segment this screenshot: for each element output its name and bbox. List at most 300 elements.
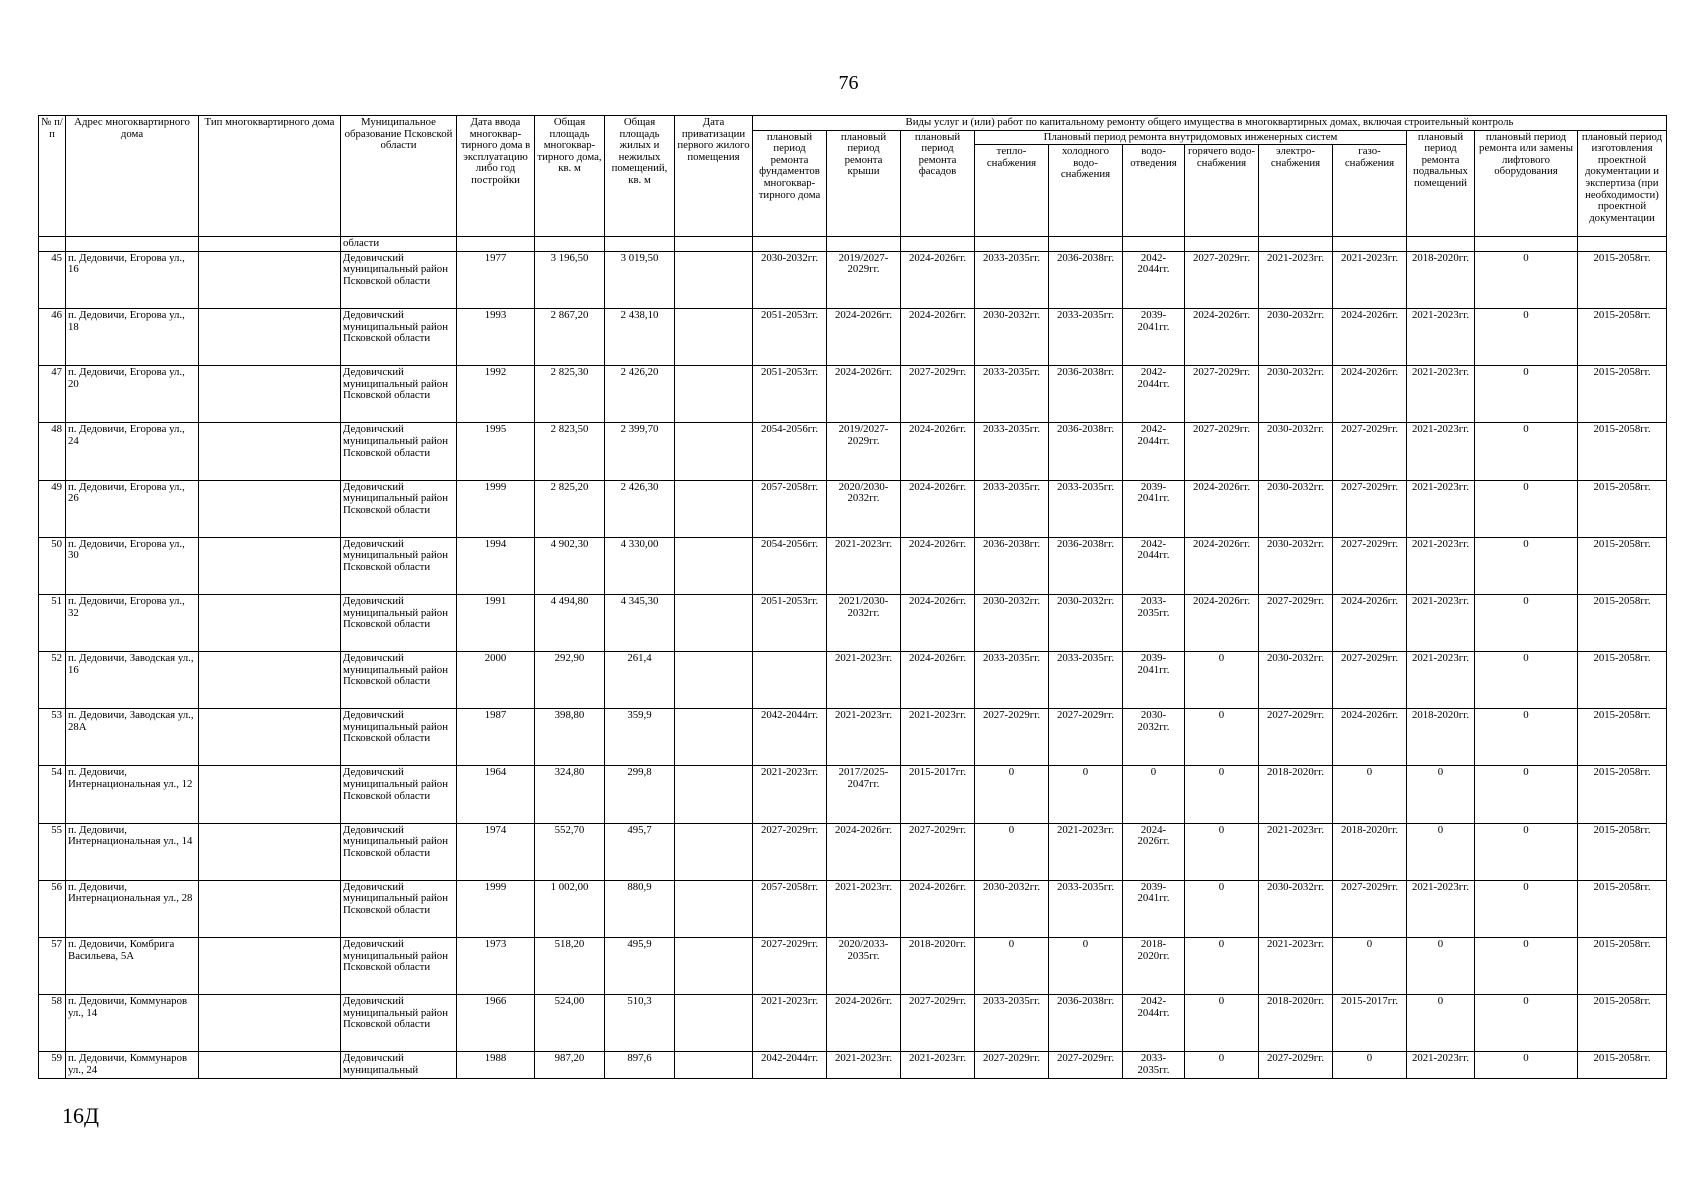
design-cell: 2015-2058гг. [1578, 652, 1667, 709]
total-area-cell: 3 196,50 [535, 251, 605, 308]
page-code: 16Д [62, 1103, 100, 1128]
year-cell: 1966 [457, 995, 535, 1052]
electricity-cell: 2030-2032гг. [1259, 652, 1333, 709]
year-cell: 1999 [457, 880, 535, 937]
table-row [39, 251, 1667, 308]
cold-water-cell: 2033-2035гг. [1049, 652, 1123, 709]
type-cell [199, 308, 341, 365]
facade-cell: 2027-2029гг. [901, 366, 975, 423]
roof-cell: 2019/2027-2029гг. [827, 423, 901, 480]
foundation-cell: 2042-2044гг. [753, 1052, 827, 1078]
privatization-cell [675, 880, 753, 937]
year-cell: 1973 [457, 938, 535, 995]
cold-water-cell: 2027-2029гг. [1049, 709, 1123, 766]
table-row [39, 423, 1667, 480]
foundation-cell: 2057-2058гг. [753, 880, 827, 937]
type-cell [199, 1052, 341, 1078]
year-cell: 1999 [457, 480, 535, 537]
roof-cell: 2020/2033-2035гг. [827, 938, 901, 995]
type-cell [199, 652, 341, 709]
basement-cell: 2021-2023гг. [1407, 594, 1475, 651]
table-row [39, 938, 1667, 995]
elevator-cell: 0 [1475, 766, 1578, 823]
electricity-cell: 2030-2032гг. [1259, 423, 1333, 480]
living-area-cell: 495,9 [605, 938, 675, 995]
design-cell: 2015-2058гг. [1578, 995, 1667, 1052]
year-cell: 1988 [457, 1052, 535, 1078]
total-area-cell: 4 902,30 [535, 537, 605, 594]
row-number: 51 [39, 594, 66, 651]
basement-cell: 2021-2023гг. [1407, 1052, 1475, 1078]
gas-cell: 2024-2026гг. [1333, 594, 1407, 651]
cold-water-cell: 2036-2038гг. [1049, 537, 1123, 594]
elevator-cell: 0 [1475, 480, 1578, 537]
table-row [39, 537, 1667, 594]
sewer-cell: 2024-2026гг. [1123, 823, 1185, 880]
type-cell [199, 366, 341, 423]
facade-cell: 2024-2026гг. [901, 423, 975, 480]
sewer-cell: 2039-2041гг. [1123, 480, 1185, 537]
heat-cell: 2033-2035гг. [975, 251, 1049, 308]
electricity-cell: 2030-2032гг. [1259, 308, 1333, 365]
cold-water-cell: 2036-2038гг. [1049, 366, 1123, 423]
electricity-cell: 2018-2020гг. [1259, 766, 1333, 823]
sewer-cell: 2039-2041гг. [1123, 652, 1185, 709]
row-number: 49 [39, 480, 66, 537]
sewer-cell: 2039-2041гг. [1123, 880, 1185, 937]
header-basement: плановый период ремонта подвальных помещений [1407, 130, 1475, 237]
gas-cell: 2027-2029гг. [1333, 537, 1407, 594]
year-cell: 1964 [457, 766, 535, 823]
capital-repair-table [38, 115, 1667, 1079]
municipality-cell: Дедовичский муниципальный [341, 1052, 457, 1078]
sewer-cell: 2042-2044гг. [1123, 251, 1185, 308]
header-services: Виды услуг и (или) работ по капитальному ремонту общего имущества в многоквартирных домах, включая строительный контроль [753, 116, 1667, 131]
facade-cell: 2015-2017гг. [901, 766, 975, 823]
total-area-cell: 524,00 [535, 995, 605, 1052]
foundation-cell: 2021-2023гг. [753, 995, 827, 1052]
total-area-cell: 398,80 [535, 709, 605, 766]
elevator-cell: 0 [1475, 709, 1578, 766]
gas-cell: 2018-2020гг. [1333, 823, 1407, 880]
roof-cell: 2024-2026гг. [827, 308, 901, 365]
hot-water-cell: 2027-2029гг. [1185, 423, 1259, 480]
gas-cell: 2024-2026гг. [1333, 709, 1407, 766]
address-cell: п. Дедовичи, Заводская ул., 28А [66, 709, 199, 766]
basement-cell: 2021-2023гг. [1407, 423, 1475, 480]
cold-water-cell: 2036-2038гг. [1049, 423, 1123, 480]
heat-cell: 2033-2035гг. [975, 995, 1049, 1052]
privatization-cell [675, 1052, 753, 1078]
foundation-cell: 2054-2056гг. [753, 537, 827, 594]
gas-cell: 2027-2029гг. [1333, 880, 1407, 937]
living-area-cell: 3 019,50 [605, 251, 675, 308]
heat-cell: 2033-2035гг. [975, 480, 1049, 537]
sewer-cell: 0 [1123, 766, 1185, 823]
living-area-cell: 4 345,30 [605, 594, 675, 651]
elevator-cell: 0 [1475, 880, 1578, 937]
type-cell [199, 995, 341, 1052]
roof-cell: 2021-2023гг. [827, 652, 901, 709]
header-no: № п/п [39, 116, 66, 237]
address-cell: п. Дедовичи, Егорова ул., 20 [66, 366, 199, 423]
foundation-cell: 2057-2058гг. [753, 480, 827, 537]
hot-water-cell: 2027-2029гг. [1185, 366, 1259, 423]
elevator-cell: 0 [1475, 652, 1578, 709]
heat-cell: 0 [975, 823, 1049, 880]
basement-cell: 2021-2023гг. [1407, 652, 1475, 709]
gas-cell: 2027-2029гг. [1333, 423, 1407, 480]
facade-cell: 2024-2026гг. [901, 594, 975, 651]
facade-cell: 2024-2026гг. [901, 652, 975, 709]
privatization-cell [675, 537, 753, 594]
living-area-cell: 880,9 [605, 880, 675, 937]
municipality-cell: Дедовичский муниципальный район Псковской области [341, 652, 457, 709]
heat-cell: 2027-2029гг. [975, 1052, 1049, 1078]
table-row [39, 709, 1667, 766]
electricity-cell: 2027-2029гг. [1259, 1052, 1333, 1078]
design-cell: 2015-2058гг. [1578, 423, 1667, 480]
header-foundation: плановый период ремонта фундаментов многоквар-тирного дома [753, 130, 827, 237]
basement-cell: 2021-2023гг. [1407, 537, 1475, 594]
year-cell: 1995 [457, 423, 535, 480]
table-body [39, 237, 1667, 1078]
total-area-cell: 4 494,80 [535, 594, 605, 651]
sewer-cell: 2033-2035гг. [1123, 594, 1185, 651]
header-living-area: Общая площадь жилых и нежилых помещений, кв. м [605, 116, 675, 237]
elevator-cell: 0 [1475, 823, 1578, 880]
address-cell: п. Дедовичи, Заводская ул., 16 [66, 652, 199, 709]
design-cell: 2015-2058гг. [1578, 938, 1667, 995]
row-number: 58 [39, 995, 66, 1052]
elevator-cell: 0 [1475, 308, 1578, 365]
gas-cell: 2027-2029гг. [1333, 652, 1407, 709]
address-cell: п. Дедовичи, Интернациональная ул., 12 [66, 766, 199, 823]
electricity-cell: 2021-2023гг. [1259, 251, 1333, 308]
foundation-cell: 2042-2044гг. [753, 709, 827, 766]
living-area-cell: 495,7 [605, 823, 675, 880]
privatization-cell [675, 308, 753, 365]
type-cell [199, 880, 341, 937]
living-area-cell: 897,6 [605, 1052, 675, 1078]
privatization-cell [675, 251, 753, 308]
total-area-cell: 518,20 [535, 938, 605, 995]
electricity-cell: 2027-2029гг. [1259, 594, 1333, 651]
roof-cell: 2021-2023гг. [827, 1052, 901, 1078]
roof-cell: 2021-2023гг. [827, 537, 901, 594]
elevator-cell: 0 [1475, 938, 1578, 995]
foundation-cell: 2021-2023гг. [753, 766, 827, 823]
facade-cell: 2021-2023гг. [901, 1052, 975, 1078]
electricity-cell: 2018-2020гг. [1259, 995, 1333, 1052]
design-cell: 2015-2058гг. [1578, 480, 1667, 537]
hot-water-cell: 2027-2029гг. [1185, 251, 1259, 308]
privatization-cell [675, 366, 753, 423]
gas-cell: 2021-2023гг. [1333, 251, 1407, 308]
address-cell: п. Дедовичи, Егорова ул., 24 [66, 423, 199, 480]
roof-cell: 2024-2026гг. [827, 995, 901, 1052]
electricity-cell: 2030-2032гг. [1259, 537, 1333, 594]
gas-cell: 2015-2017гг. [1333, 995, 1407, 1052]
basement-cell: 2021-2023гг. [1407, 366, 1475, 423]
page-number: 76 [838, 72, 859, 94]
total-area-cell: 987,20 [535, 1052, 605, 1078]
hot-water-cell: 0 [1185, 880, 1259, 937]
header-engineering: Плановый период ремонта внутридомовых инженерных систем [975, 130, 1407, 145]
foundation-cell: 2030-2032гг. [753, 251, 827, 308]
privatization-cell [675, 709, 753, 766]
row-number: 57 [39, 938, 66, 995]
municipality-cell: Дедовичский муниципальный район Псковской области [341, 251, 457, 308]
hot-water-cell: 2024-2026гг. [1185, 594, 1259, 651]
total-area-cell: 2 867,20 [535, 308, 605, 365]
living-area-cell: 261,4 [605, 652, 675, 709]
elevator-cell: 0 [1475, 995, 1578, 1052]
type-cell [199, 709, 341, 766]
hot-water-cell: 2024-2026гг. [1185, 537, 1259, 594]
header-address: Адрес многоквартирного дома [66, 116, 199, 237]
privatization-cell [675, 938, 753, 995]
table-row [39, 594, 1667, 651]
header-municipality: Муниципальное образование Псковской области [341, 116, 457, 237]
roof-cell: 2021-2023гг. [827, 709, 901, 766]
hot-water-cell: 0 [1185, 709, 1259, 766]
address-cell: п. Дедовичи, Интернациональная ул., 14 [66, 823, 199, 880]
roof-cell: 2021/2030-2032гг. [827, 594, 901, 651]
elevator-cell: 0 [1475, 594, 1578, 651]
municipality-cell: Дедовичский муниципальный район Псковской области [341, 308, 457, 365]
privatization-cell [675, 823, 753, 880]
row-number: 50 [39, 537, 66, 594]
heat-cell: 0 [975, 938, 1049, 995]
living-area-cell: 2 426,20 [605, 366, 675, 423]
gas-cell: 0 [1333, 766, 1407, 823]
hot-water-cell: 0 [1185, 938, 1259, 995]
municipality-cell: Дедовичский муниципальный район Псковской области [341, 423, 457, 480]
living-area-cell: 510,3 [605, 995, 675, 1052]
facade-cell: 2024-2026гг. [901, 880, 975, 937]
cold-water-cell: 2036-2038гг. [1049, 251, 1123, 308]
type-cell [199, 251, 341, 308]
address-cell: п. Дедовичи, Егорова ул., 30 [66, 537, 199, 594]
sewer-cell: 2042-2044гг. [1123, 537, 1185, 594]
row-number: 45 [39, 251, 66, 308]
design-cell: 2015-2058гг. [1578, 366, 1667, 423]
heat-cell: 2030-2032гг. [975, 594, 1049, 651]
table-row [39, 823, 1667, 880]
type-cell [199, 594, 341, 651]
electricity-cell: 2030-2032гг. [1259, 880, 1333, 937]
electricity-cell: 2027-2029гг. [1259, 709, 1333, 766]
header-sewer: водо-отведения [1123, 145, 1185, 237]
heat-cell: 2036-2038гг. [975, 537, 1049, 594]
design-cell: 2015-2058гг. [1578, 594, 1667, 651]
foundation-cell: 2051-2053гг. [753, 366, 827, 423]
foundation-cell [753, 652, 827, 709]
basement-cell: 2021-2023гг. [1407, 308, 1475, 365]
year-cell: 1987 [457, 709, 535, 766]
municipality-cell: Дедовичский муниципальный район Псковской области [341, 766, 457, 823]
heat-cell: 2033-2035гг. [975, 423, 1049, 480]
row-number: 48 [39, 423, 66, 480]
row-number: 47 [39, 366, 66, 423]
basement-cell: 0 [1407, 938, 1475, 995]
year-cell: 1991 [457, 594, 535, 651]
facade-cell: 2024-2026гг. [901, 308, 975, 365]
electricity-cell: 2030-2032гг. [1259, 480, 1333, 537]
privatization-cell [675, 594, 753, 651]
municipality-cell: Дедовичский муниципальный район Псковской области [341, 480, 457, 537]
design-cell: 2015-2058гг. [1578, 251, 1667, 308]
address-cell: п. Дедовичи, Егорова ул., 26 [66, 480, 199, 537]
living-area-cell: 299,8 [605, 766, 675, 823]
address-cell: п. Дедовичи, Коммунаров ул., 24 [66, 1052, 199, 1078]
facade-cell: 2027-2029гг. [901, 995, 975, 1052]
heat-cell: 2033-2035гг. [975, 366, 1049, 423]
hot-water-cell: 0 [1185, 995, 1259, 1052]
header-elevator: плановый период ремонта или замены лифтового оборудования [1475, 130, 1578, 237]
table-row [39, 880, 1667, 937]
elevator-cell: 0 [1475, 537, 1578, 594]
address-cell: п. Дедовичи, Егорова ул., 16 [66, 251, 199, 308]
header-heat: тепло-снабжения [975, 145, 1049, 237]
hot-water-cell: 2024-2026гг. [1185, 308, 1259, 365]
design-cell: 2015-2058гг. [1578, 308, 1667, 365]
facade-cell: 2021-2023гг. [901, 709, 975, 766]
electricity-cell: 2021-2023гг. [1259, 938, 1333, 995]
address-cell: п. Дедовичи, Егорова ул., 18 [66, 308, 199, 365]
year-cell: 1974 [457, 823, 535, 880]
type-cell [199, 480, 341, 537]
heat-cell: 2027-2029гг. [975, 709, 1049, 766]
electricity-cell: 2030-2032гг. [1259, 366, 1333, 423]
basement-cell: 2021-2023гг. [1407, 880, 1475, 937]
header-gas: газо-снабжения [1333, 145, 1407, 237]
row-number: 46 [39, 308, 66, 365]
municipality-cell: Дедовичский муниципальный район Псковской области [341, 366, 457, 423]
header-type: Тип многоквартирного дома [199, 116, 341, 237]
cold-water-cell: 2033-2035гг. [1049, 308, 1123, 365]
electricity-cell: 2021-2023гг. [1259, 823, 1333, 880]
foundation-cell: 2054-2056гг. [753, 423, 827, 480]
gas-cell: 0 [1333, 938, 1407, 995]
gas-cell: 0 [1333, 1052, 1407, 1078]
total-area-cell: 2 825,30 [535, 366, 605, 423]
municipality-cell: Дедовичский муниципальный район Псковской области [341, 594, 457, 651]
address-cell: п. Дедовичи, Коммунаров ул., 14 [66, 995, 199, 1052]
table-row [39, 1052, 1667, 1078]
hot-water-cell: 0 [1185, 652, 1259, 709]
header-total-area: Общая площадь многоквар-тирного дома, кв. м [535, 116, 605, 237]
total-area-cell: 2 825,20 [535, 480, 605, 537]
sewer-cell: 2042-2044гг. [1123, 995, 1185, 1052]
year-cell: 1977 [457, 251, 535, 308]
address-cell: п. Дедовичи, Егорова ул., 32 [66, 594, 199, 651]
type-cell [199, 423, 341, 480]
basement-cell: 2018-2020гг. [1407, 251, 1475, 308]
hot-water-cell: 2024-2026гг. [1185, 480, 1259, 537]
cold-water-cell: 2030-2032гг. [1049, 594, 1123, 651]
roof-cell: 2020/2030-2032гг. [827, 480, 901, 537]
design-cell: 2015-2058гг. [1578, 880, 1667, 937]
hot-water-cell: 0 [1185, 823, 1259, 880]
basement-cell: 2018-2020гг. [1407, 709, 1475, 766]
design-cell: 2015-2058гг. [1578, 1052, 1667, 1078]
design-cell: 2015-2058гг. [1578, 709, 1667, 766]
privatization-cell [675, 766, 753, 823]
header-cold-water: холодного водо-снабжения [1049, 145, 1123, 237]
municipality-cell: Дедовичский муниципальный район Псковской области [341, 823, 457, 880]
basement-cell: 0 [1407, 823, 1475, 880]
total-area-cell: 1 002,00 [535, 880, 605, 937]
cold-water-cell: 2021-2023гг. [1049, 823, 1123, 880]
cold-water-cell: 2027-2029гг. [1049, 1052, 1123, 1078]
roof-cell: 2024-2026гг. [827, 366, 901, 423]
design-cell: 2015-2058гг. [1578, 823, 1667, 880]
total-area-cell: 292,90 [535, 652, 605, 709]
facade-cell: 2024-2026гг. [901, 251, 975, 308]
header-year: Дата ввода многоквар-тирного дома в эксплуатацию либо год постройки [457, 116, 535, 237]
type-cell [199, 938, 341, 995]
living-area-cell: 4 330,00 [605, 537, 675, 594]
gas-cell: 2024-2026гг. [1333, 366, 1407, 423]
living-area-cell: 2 438,10 [605, 308, 675, 365]
cold-water-cell: 2033-2035гг. [1049, 480, 1123, 537]
header-privatization: Дата приватизации первого жилого помещения [675, 116, 753, 237]
foundation-cell: 2027-2029гг. [753, 938, 827, 995]
type-cell [199, 823, 341, 880]
heat-cell: 2033-2035гг. [975, 652, 1049, 709]
gas-cell: 2027-2029гг. [1333, 480, 1407, 537]
municipality-cell: Дедовичский муниципальный район Псковской области [341, 709, 457, 766]
privatization-cell [675, 480, 753, 537]
living-area-cell: 359,9 [605, 709, 675, 766]
gas-cell: 2024-2026гг. [1333, 308, 1407, 365]
sewer-cell: 2042-2044гг. [1123, 423, 1185, 480]
foundation-cell: 2027-2029гг. [753, 823, 827, 880]
row-number: 54 [39, 766, 66, 823]
elevator-cell: 0 [1475, 1052, 1578, 1078]
cold-water-cell: 2033-2035гг. [1049, 880, 1123, 937]
cold-water-cell: 0 [1049, 938, 1123, 995]
roof-cell: 2017/2025-2047гг. [827, 766, 901, 823]
year-cell: 1992 [457, 366, 535, 423]
heat-cell: 0 [975, 766, 1049, 823]
address-cell: п. Дедовичи, Комбрига Васильева, 5А [66, 938, 199, 995]
type-cell [199, 537, 341, 594]
elevator-cell: 0 [1475, 423, 1578, 480]
total-area-cell: 324,80 [535, 766, 605, 823]
privatization-cell [675, 652, 753, 709]
municipality-cell: Дедовичский муниципальный район Псковской области [341, 880, 457, 937]
header-hot-water: горячего водо-снабжения [1185, 145, 1259, 237]
privatization-cell [675, 995, 753, 1052]
table-header [39, 116, 1667, 237]
hot-water-cell: 0 [1185, 766, 1259, 823]
living-area-cell: 2 399,70 [605, 423, 675, 480]
table-row [39, 366, 1667, 423]
header-roof: плановый период ремонта крыши [827, 130, 901, 237]
table-row [39, 766, 1667, 823]
year-cell: 1993 [457, 308, 535, 365]
cold-water-cell: 0 [1049, 766, 1123, 823]
continuation-row [39, 237, 1667, 252]
hot-water-cell: 0 [1185, 1052, 1259, 1078]
header-design: плановый период изготовления проектной документации и экспертиза (при необходимости) проектной документации [1578, 130, 1667, 237]
year-cell: 1994 [457, 537, 535, 594]
basement-cell: 0 [1407, 766, 1475, 823]
sewer-cell: 2018-2020гг. [1123, 938, 1185, 995]
